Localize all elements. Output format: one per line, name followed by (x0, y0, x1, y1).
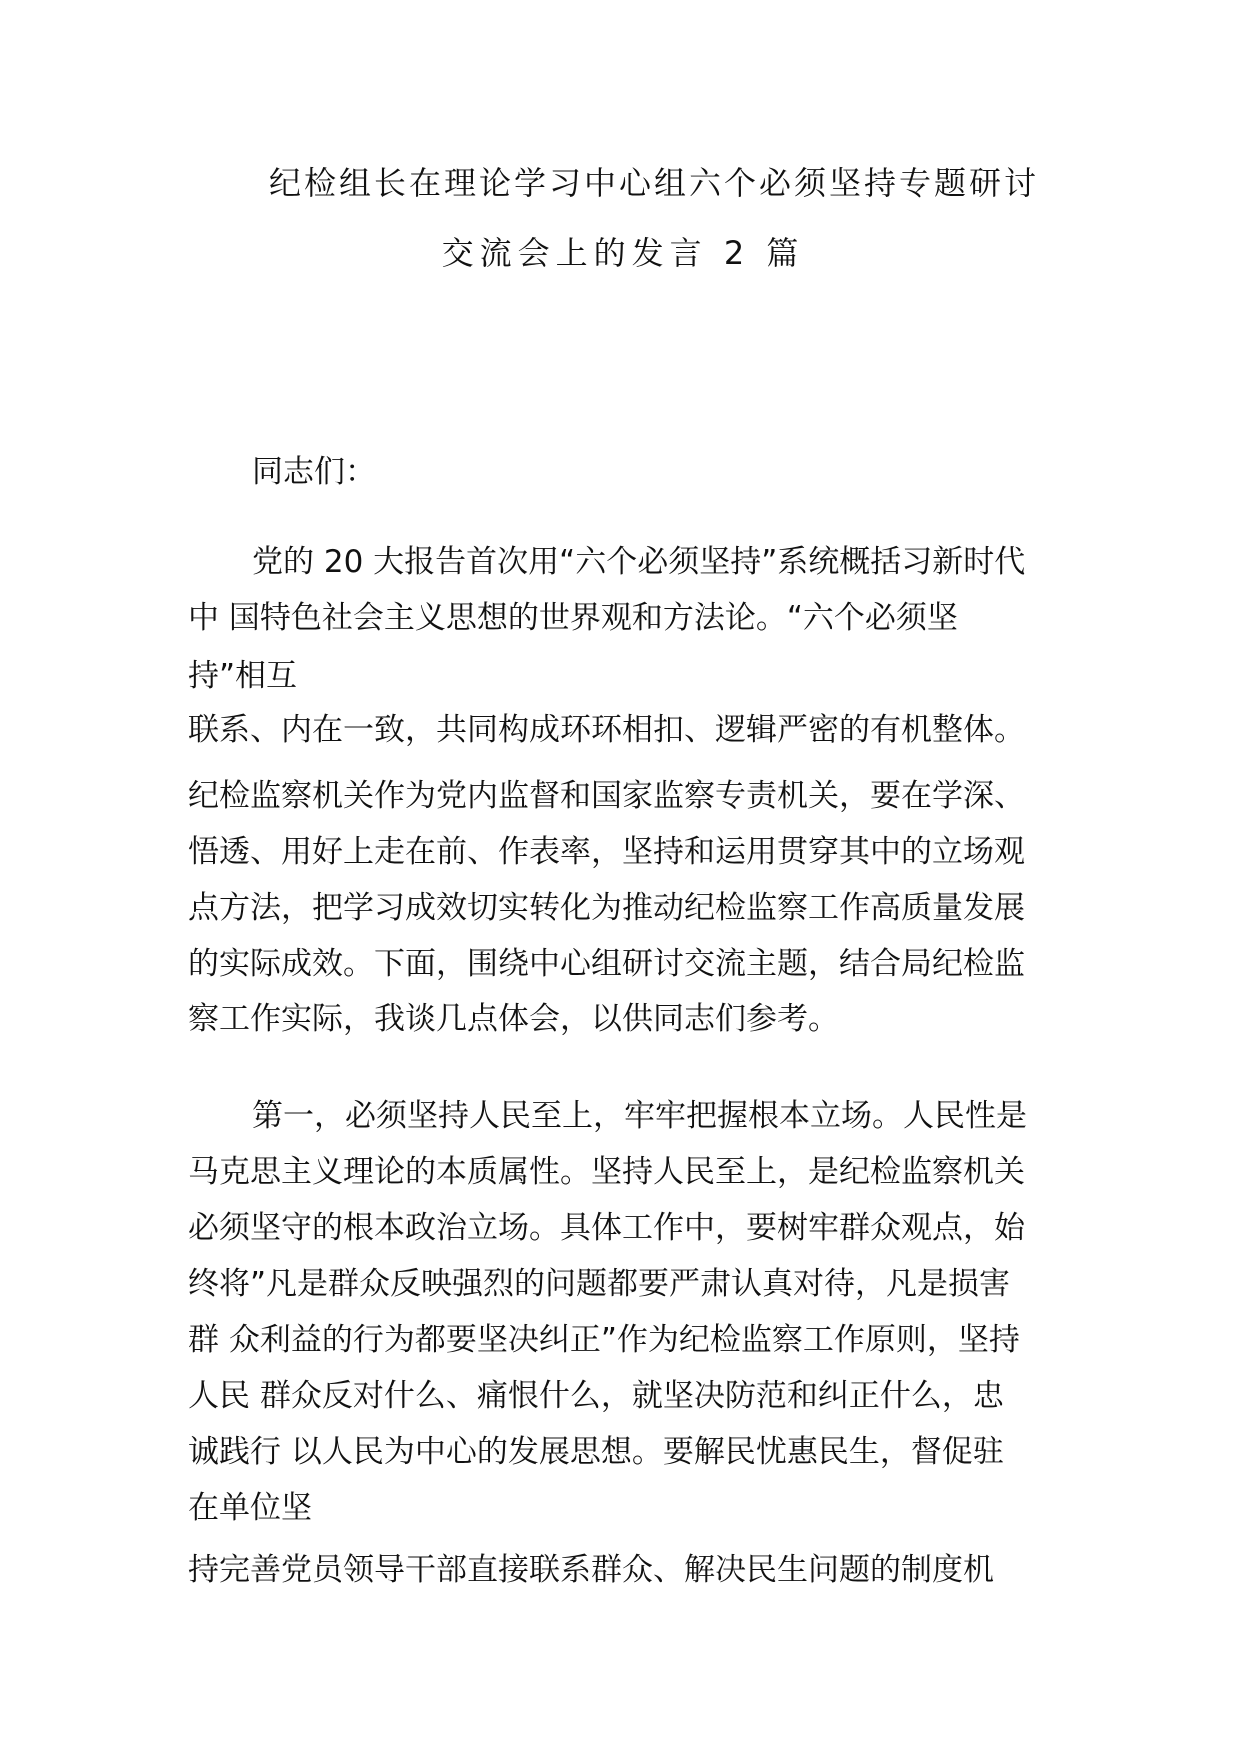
body-line: 持完善党员领导干部直接联系群众、解决民生问题的制度机 (188, 1552, 994, 1588)
body-line: 第一，必须坚持人民至上，牢牢把握根本立场。人民性是 (252, 1098, 1027, 1134)
body-line: 悟透、用好上走在前、作表率，坚持和运用贯穿其中的立场观 (188, 834, 1025, 870)
body-line: 党的 20 大报告首次用“六个必须坚持”系统概括习新时代 (252, 544, 1026, 580)
body-line: 人民 群众反对什么、痛恨什么，就坚决防范和纠正什么，忠 (188, 1378, 1004, 1414)
body-line: 群 众利益的行为都要坚决纠正”作为纪检监察工作原则，坚持 (188, 1322, 1020, 1358)
body-line: 察工作实际，我谈几点体会，以供同志们参考。 (188, 1001, 839, 1037)
body-line: 马克思主义理论的本质属性。坚持人民至上，是纪检监察机关 (188, 1154, 1025, 1190)
body-line: 的实际成效。下面，围绕中心组研讨交流主题，结合局纪检监 (188, 946, 1025, 982)
body-line: 在单位坚 (188, 1490, 312, 1526)
document-title-line-1: 纪检组长在理论学习中心组六个必须坚持专题研讨 (268, 164, 1039, 202)
body-line: 点方法，把学习成效切实转化为推动纪检监察工作高质量发展 (188, 890, 1025, 926)
body-line: 终将”凡是群众反映强烈的问题都要严肃认真对待，凡是损害 (188, 1266, 1011, 1302)
body-line: 纪检监察机关作为党内监督和国家监察专责机关，要在学深、 (188, 778, 1025, 814)
salutation: 同志们： (252, 454, 376, 490)
body-line: 持”相互 (188, 658, 298, 694)
body-line: 诚践行 以人民为中心的发展思想。要解民忧惠民生，督促驻 (188, 1434, 1004, 1470)
body-line: 必须坚守的根本政治立场。具体工作中，要树牢群众观点，始 (188, 1210, 1025, 1246)
body-line: 联系、内在一致，共同构成环环相扣、逻辑严密的有机整体。 (188, 712, 1025, 748)
body-line: 中 国特色社会主义思想的世界观和方法论。“六个必须坚 (188, 600, 958, 636)
document-title-line-2: 交流会上的发言 2 篇 (441, 234, 805, 272)
